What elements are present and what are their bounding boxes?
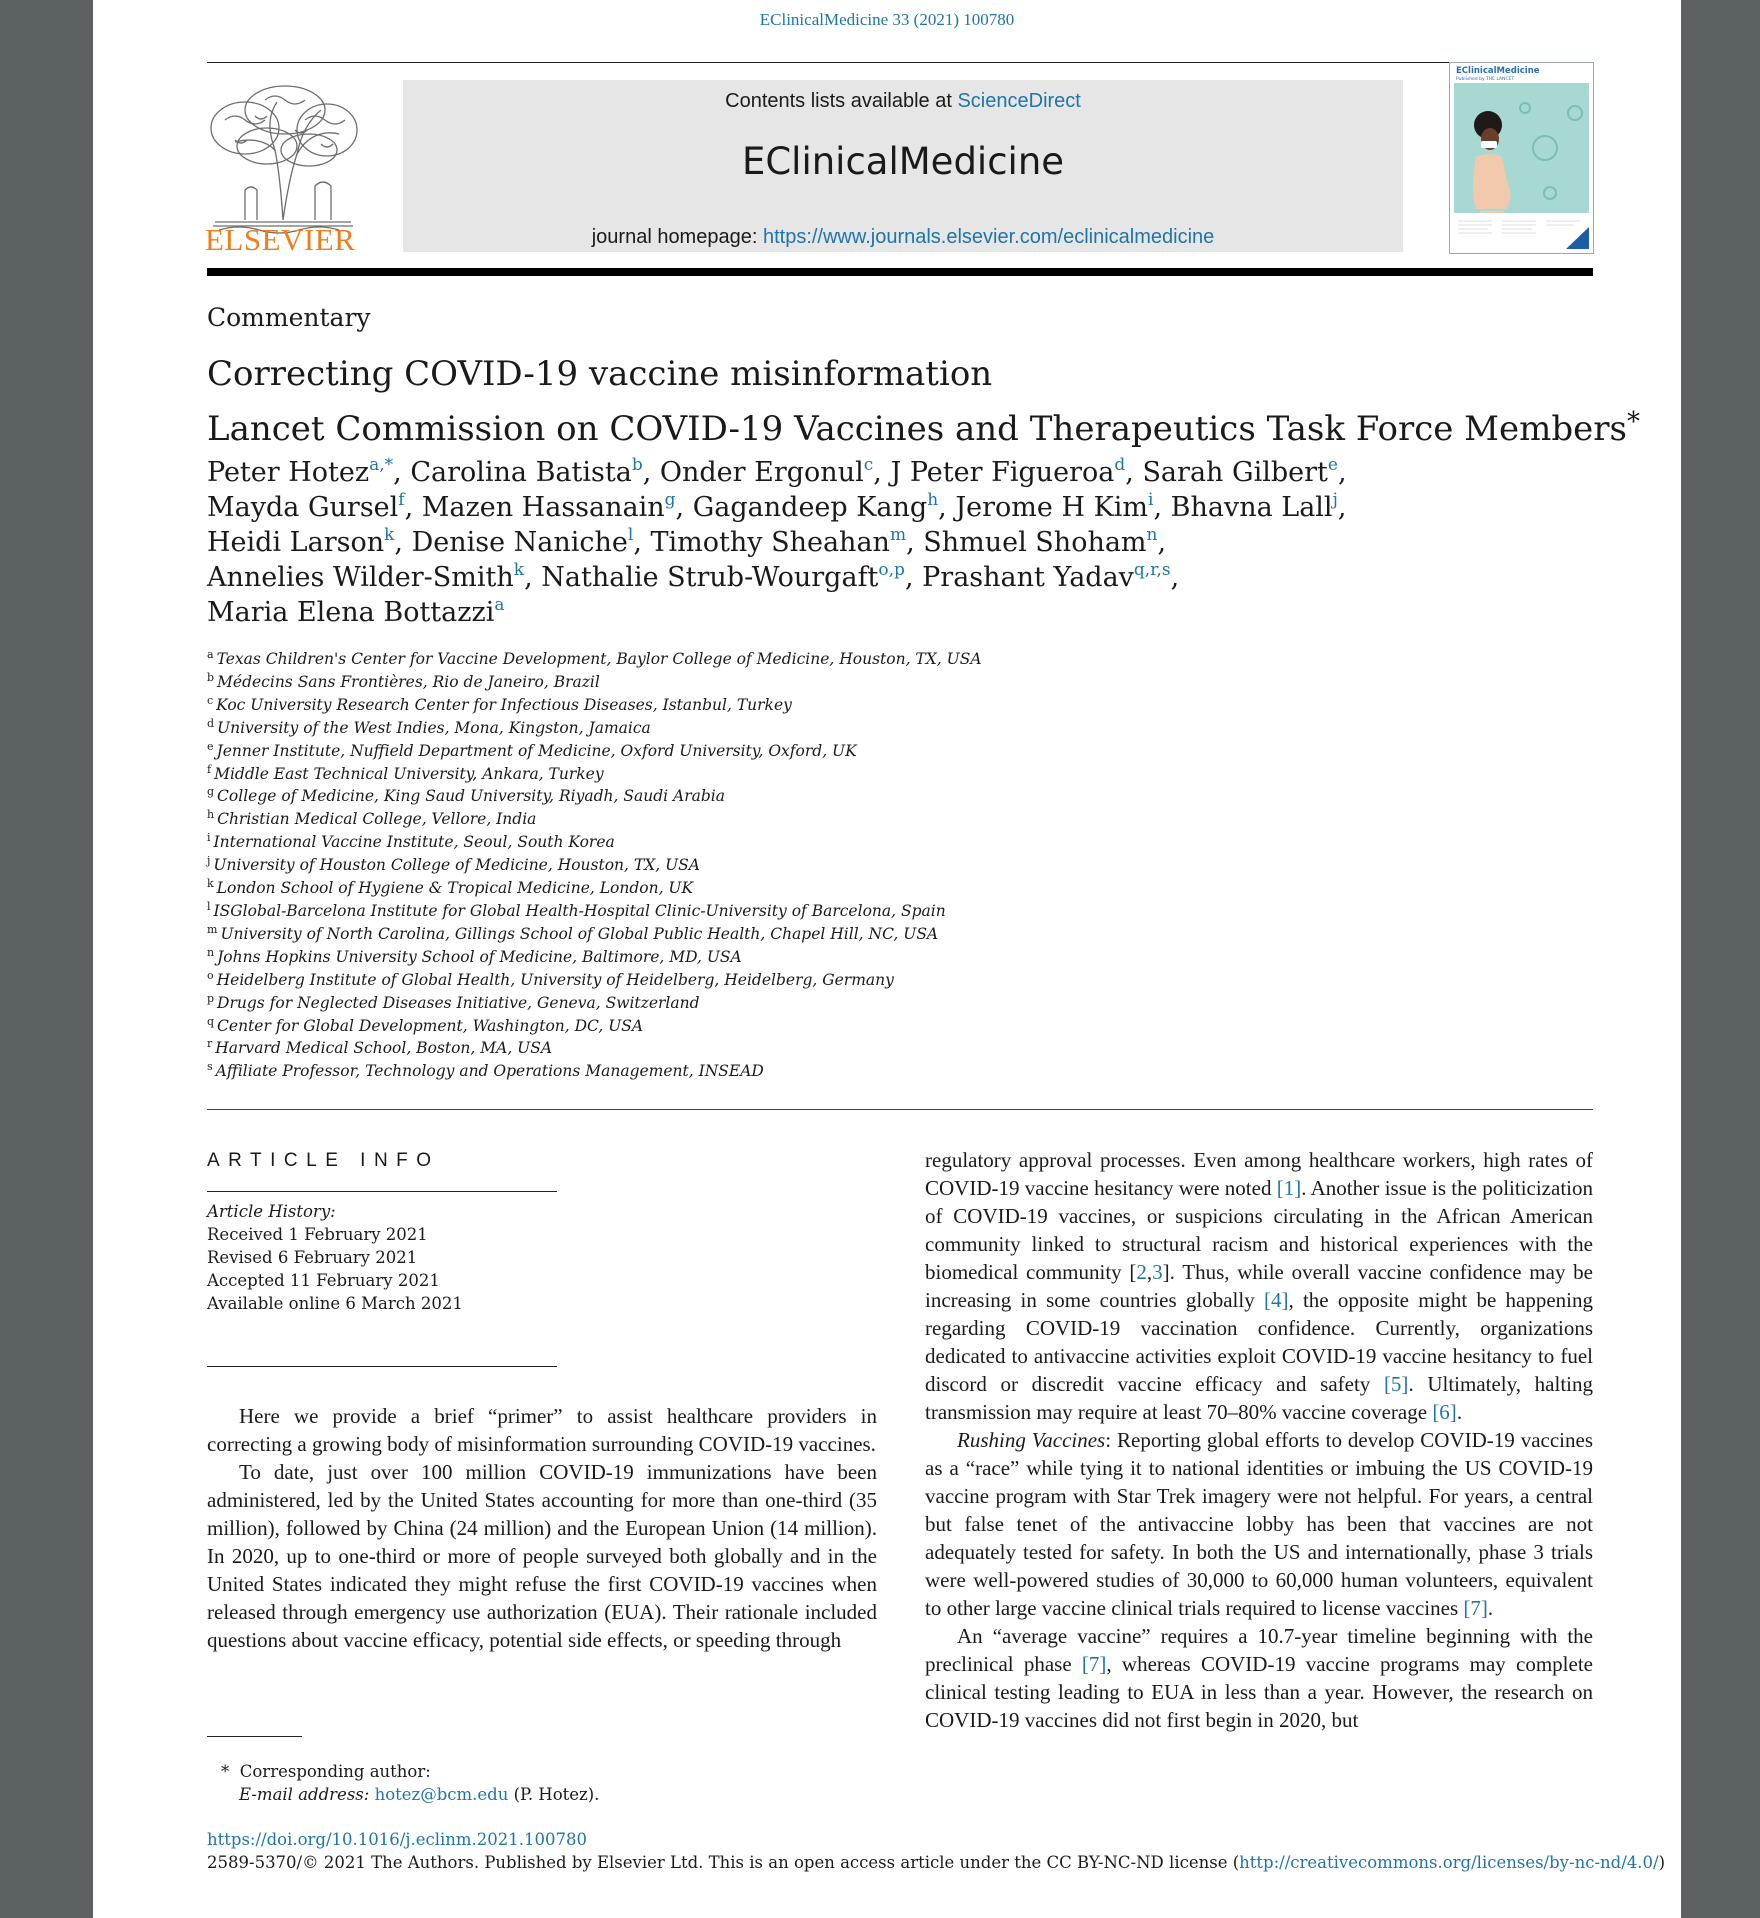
author-line [207, 595, 1407, 630]
citation-link[interactable]: [1] [1276, 1176, 1302, 1200]
affiliation-text: Johns Hopkins University School of Medicine, Baltimore, MD, USA [217, 947, 742, 966]
citation-link[interactable]: [7] [1081, 1652, 1107, 1676]
citation-link[interactable]: [5] [1383, 1372, 1409, 1396]
author-name: Sarah Gilbert [1142, 457, 1328, 488]
author-name: Shmuel Shoham [923, 527, 1147, 558]
journal-title: EClinicalMedicine [741, 140, 1065, 183]
body-left-column [207, 1402, 877, 1654]
citation-link[interactable]: [7] [1463, 1596, 1488, 1620]
affiliation-key: l [207, 899, 211, 913]
affiliation-key: e [207, 739, 214, 753]
article-history [207, 1200, 463, 1315]
license-line [207, 1853, 1665, 1872]
author-separator: , [1170, 562, 1180, 593]
footnote-line-2 [207, 1783, 599, 1806]
affiliation-key: d [207, 716, 215, 730]
affiliation-text: Middle East Technical University, Ankara, Turkey [214, 764, 604, 783]
author-affiliation-mark[interactable]: j [1332, 490, 1338, 510]
author-name: Gagandeep Kang [692, 492, 928, 523]
affiliation-item [207, 1015, 1407, 1038]
citation-link[interactable]: [6] [1432, 1400, 1457, 1424]
article-info-heading: ARTICLE INFO [207, 1150, 440, 1171]
affiliation-item [207, 831, 1407, 854]
affiliation-text: Christian Medical College, Vellore, India [217, 810, 537, 829]
author-separator: , [938, 492, 956, 523]
cover-title: EClinicalMedicine [1456, 66, 1540, 76]
journal-reference[interactable]: EClinicalMedicine 33 (2021) 100780 [759, 10, 1015, 29]
affiliation-key: n [207, 945, 215, 959]
history-received: Received 1 February 2021 [207, 1225, 428, 1244]
body-paragraph [207, 1402, 877, 1458]
affiliation-item [207, 763, 1407, 786]
affiliation-text: ISGlobal-Barcelona Institute for Global Health-Hospital Clinic-University of Barcelona, Spain [213, 901, 946, 920]
citation-link[interactable]: [4] [1263, 1288, 1289, 1312]
affiliation-item [207, 854, 1407, 877]
paragraph-text: . Ultimately, halting transmission may require at least 70–80% vaccine coverage [925, 1372, 1593, 1424]
affiliation-key: q [207, 1014, 215, 1028]
doi-link[interactable]: https://doi.org/10.1016/j.eclinm.2021.100780 [207, 1830, 588, 1849]
author-separator: , [675, 492, 693, 523]
author-list [207, 455, 1407, 630]
author-name: Mayda Gursel [207, 492, 399, 523]
footnote-label: Corresponding author: [239, 1762, 431, 1781]
author-affiliation-mark[interactable]: d [1114, 455, 1126, 475]
history-revised: Revised 6 February 2021 [207, 1248, 418, 1267]
affiliations-rule [207, 1109, 1593, 1110]
title-line-1: Correcting COVID-19 vaccine misinformation [207, 354, 993, 394]
author-name: Peter Hotez [207, 457, 370, 488]
citation-link[interactable]: 3 [1152, 1260, 1163, 1284]
author-separator: , [633, 527, 651, 558]
affiliation-key: f [207, 762, 212, 776]
author-affiliation-mark[interactable]: q,r,s [1133, 560, 1171, 580]
license-link[interactable]: http://creativecommons.org/licenses/by-nc-nd/4.0/ [1239, 1853, 1659, 1872]
author-name: Maria Elena Bottazzi [207, 597, 495, 628]
affiliation-item [207, 946, 1407, 969]
author-affiliation-mark[interactable]: k [513, 560, 525, 580]
affiliation-item [207, 648, 1407, 671]
affiliation-key: m [207, 922, 218, 936]
affiliation-text: Texas Children's Center for Vaccine Development, Baylor College of Medicine, Houston, TX, USA [216, 650, 982, 668]
author-affiliation-mark[interactable]: g [664, 490, 676, 510]
author-name: Timothy Sheahan [650, 527, 890, 558]
affiliation-key: o [207, 968, 214, 982]
citation-link[interactable]: 2 [1136, 1260, 1147, 1284]
affiliation-item [207, 923, 1407, 946]
author-name: Onder Ergonul [659, 457, 864, 488]
author-separator: , [524, 562, 542, 593]
author-affiliation-mark[interactable]: l [627, 525, 634, 545]
article-info-rule-top [207, 1191, 557, 1192]
paragraph-text: . Another issue is the politicization of COVID-19 vaccines, or suspicions circulating in the African American community linked to structural racism and historical experiences with the biomedical community [ [925, 1176, 1593, 1284]
author-affiliation-mark[interactable]: k [384, 525, 395, 545]
affiliation-text: Koc University Research Center for Infectious Diseases, Istanbul, Turkey [216, 695, 792, 714]
paragraph-text: To date, just over 100 million COVID-19 immunizations have been administered, led by the United States accounting for more than one-third (35 million), followed by China (24 million) and the European Union (14 million). In 2020, up to one-third or more of people surveyed both globally and in the United States indicated they might refuse the first COVID-19 vaccines when released through emergency use authorization (EUA). Their rationale included questions about vaccine efficacy, potential side effects, or speeding through [207, 1460, 877, 1652]
author-line [207, 525, 1407, 560]
affiliation-text: College of Medicine, King Saud University, Riyadh, Saudi Arabia [217, 787, 726, 806]
license-close: ) [1658, 1853, 1666, 1872]
affiliation-text: University of Houston College of Medicine, Houston, TX, USA [213, 856, 700, 875]
author-separator: , [1125, 457, 1143, 488]
affiliation-text: University of the West Indies, Mona, Kingston, Jamaica [217, 718, 651, 737]
affiliation-key: j [207, 854, 211, 868]
affiliation-text: University of North Carolina, Gillings School of Global Public Health, Chapel Hill, NC, USA [220, 924, 939, 943]
affiliation-item [207, 992, 1407, 1015]
footnote-mark: * [221, 1762, 230, 1781]
affiliation-item [207, 1060, 1407, 1083]
affiliation-key: s [207, 1060, 213, 1074]
footnote-rule [207, 1736, 302, 1737]
affiliation-item [207, 694, 1407, 717]
email-link[interactable]: hotez@bcm.edu [374, 1785, 509, 1804]
title-line-2 [207, 398, 1640, 453]
body-paragraph [925, 1426, 1593, 1622]
author-name: Mazen Hassanain [421, 492, 665, 523]
title-line-2-text: Lancet Commission on COVID-19 Vaccines and Therapeutics Task Force Members [207, 409, 1627, 449]
body-paragraph [207, 1458, 877, 1654]
author-affiliation-mark[interactable]: f [398, 490, 405, 510]
contents-lists-line [403, 90, 1403, 113]
paragraph-text: , whereas COVID-19 vaccine programs may complete clinical testing leading to EUA in less than a year. However, the research on COVID-19 vaccines did not first begin in 2020, but [925, 1652, 1593, 1732]
author-separator: , [1337, 492, 1347, 523]
author-separator: , [904, 562, 923, 593]
author-name: Annelies Wilder-Smith [207, 562, 514, 593]
author-affiliation-mark[interactable]: m [889, 525, 907, 545]
affiliation-text: London School of Hygiene & Tropical Medicine, London, UK [216, 879, 694, 898]
author-line [207, 560, 1407, 595]
author-separator: , [1153, 492, 1171, 523]
article-type: Commentary [207, 303, 371, 332]
elsevier-wordmark: ELSEVIER [205, 222, 356, 257]
author-separator: , [906, 527, 924, 558]
license-text: 2589-5370/© 2021 The Authors. Published by Elsevier Ltd. This is an open access article under the CC BY-NC-ND license ( [207, 1853, 1240, 1872]
author-separator: , [404, 492, 422, 523]
history-heading: Article History: [207, 1202, 336, 1221]
history-online: Available online 6 March 2021 [207, 1294, 463, 1313]
affiliation-text: Affiliate Professor, Technology and Operations Management, INSEAD [215, 1062, 764, 1081]
affiliation-item [207, 785, 1407, 808]
affiliation-item [207, 740, 1407, 763]
paragraph-text: , the opposite might be happening regarding COVID-19 vaccination confidence. Currently, organizations dedicated to antivaccine activities exploit COVID-19 vaccine hesitancy to fuel discord or discredit vaccine efficacy and safety [925, 1288, 1594, 1396]
author-affiliation-mark[interactable]: o,p [878, 560, 905, 580]
author-separator: , [394, 527, 412, 558]
affiliation-key: r [207, 1037, 213, 1051]
author-affiliation-mark[interactable]: a [494, 595, 505, 615]
affiliation-key: a [207, 648, 214, 661]
author-separator: , [873, 457, 891, 488]
affiliation-key: b [207, 670, 215, 684]
author-name: Nathalie Strub-Wourgaft [541, 562, 879, 593]
paragraph-text: . [1456, 1400, 1463, 1424]
author-name: Carolina Batista [410, 457, 632, 488]
affiliation-key: i [207, 831, 211, 845]
affiliation-text: Médecins Sans Frontières, Rio de Janeiro, Brazil [217, 672, 600, 691]
affiliation-item [207, 969, 1407, 992]
title-footnote-mark[interactable]: * [1626, 407, 1640, 437]
email-label: E-mail address: [239, 1785, 370, 1804]
paragraph-text: . [1487, 1596, 1494, 1620]
journal-cover-thumbnail [1449, 62, 1594, 254]
affiliation-text: International Vaccine Institute, Seoul, South Korea [213, 833, 615, 852]
author-line [207, 455, 1407, 490]
affiliation-text: Drugs for Neglected Diseases Initiative, Geneva, Switzerland [217, 993, 700, 1012]
affiliation-key: h [207, 808, 215, 822]
affiliation-item [207, 808, 1407, 831]
author-affiliation-mark[interactable]: b [631, 455, 643, 475]
journal-homepage-link[interactable]: https://www.journals.elsevier.com/eclinicalmedicine [762, 226, 1215, 248]
affiliation-item [207, 1037, 1407, 1060]
cover-image [1450, 63, 1593, 253]
article-info-rule-bottom [207, 1366, 557, 1367]
author-line [207, 490, 1407, 525]
sciencedirect-link[interactable]: ScienceDirect [957, 90, 1081, 112]
paragraph-text: , [1146, 1260, 1153, 1284]
affiliation-text: Jenner Institute, Nuffield Department of Medicine, Oxford University, Oxford, UK [216, 741, 857, 760]
author-affiliation-mark[interactable]: n [1146, 525, 1158, 545]
author-separator: , [393, 457, 411, 488]
email-suffix: (P. Hotez). [508, 1785, 600, 1804]
paragraph-text: Here we provide a brief “primer” to assist healthcare providers in correcting a growing body of misinformation surrounding COVID-19 vaccines. [207, 1404, 877, 1456]
affiliation-item [207, 877, 1407, 900]
header-thick-rule [207, 268, 1593, 276]
article-title [207, 350, 1640, 453]
body-paragraph [925, 1622, 1593, 1734]
affiliation-item [207, 900, 1407, 923]
author-affiliation-mark[interactable]: a,* [369, 455, 394, 475]
author-separator: , [1157, 527, 1167, 558]
affiliation-text: Center for Global Development, Washington, DC, USA [217, 1016, 644, 1035]
body-paragraph [925, 1146, 1593, 1426]
paragraph-text: An “average vaccine” requires a 10.7-year timeline beginning with the preclinical phase [925, 1624, 1593, 1676]
journal-homepage-line [403, 226, 1403, 249]
history-accepted: Accepted 11 February 2021 [207, 1271, 440, 1290]
body-right-column [925, 1146, 1593, 1734]
paragraph-emphasis: Rushing Vaccines [957, 1428, 1106, 1452]
author-name: Denise Naniche [411, 527, 628, 558]
affiliation-text: Harvard Medical School, Boston, MA, USA [215, 1039, 553, 1058]
author-affiliation-mark[interactable]: c [863, 455, 874, 475]
affiliation-text: Heidelberg Institute of Global Health, University of Heidelberg, Heidelberg, Germany [216, 970, 894, 989]
affiliation-list [207, 648, 1407, 1083]
author-affiliation-mark[interactable]: e [1327, 455, 1338, 475]
affiliation-item [207, 671, 1407, 694]
author-affiliation-mark[interactable]: h [927, 490, 939, 510]
homepage-prefix: journal homepage: [591, 226, 763, 248]
affiliation-key: c [207, 693, 214, 707]
affiliation-key: k [207, 877, 214, 891]
header-rule [207, 62, 1505, 63]
affiliation-key: g [207, 785, 215, 799]
paragraph-text: : Reporting global efforts to develop COVID-19 vaccines as a “race” while tying it to national identities or imbuing the US COVID-19 vaccine program with Star Trek imagery were not helpful. For years, a central but false tenet of the antivaccine lobby has been that vaccines are not adequately tested for safety. In both the US and internationally, phase 3 trials were well-powered studies of 30,000 to 60,000 human volunteers, equivalent to other large vaccine clinical trials required to license vaccines [925, 1428, 1593, 1620]
cover-subtitle: Published by THE LANCET [1456, 77, 1515, 82]
author-name: Prashant Yadav [922, 562, 1134, 593]
author-name: Jerome H Kim [955, 492, 1148, 523]
paragraph-text: regulatory approval processes. Even among healthcare workers, high rates of COVID-19 vaccine hesitancy were noted [925, 1148, 1593, 1200]
affiliation-key: p [207, 991, 215, 1005]
author-name: Bhavna Lall [1170, 492, 1333, 523]
journal-banner [403, 80, 1403, 252]
author-separator: , [1337, 457, 1347, 488]
paragraph-text: ]. Thus, while overall vaccine confidence may be increasing in some countries globally [925, 1260, 1594, 1312]
contents-prefix: Contents lists available at [725, 90, 958, 112]
author-name: J Peter Figueroa [890, 457, 1115, 488]
corresponding-author-footnote [207, 1760, 599, 1806]
author-affiliation-mark[interactable]: i [1148, 490, 1154, 510]
author-name: Heidi Larson [207, 527, 385, 558]
pdf-page [93, 0, 1681, 1918]
footnote-line-1 [207, 1760, 599, 1783]
affiliation-item [207, 717, 1407, 740]
author-separator: , [642, 457, 660, 488]
